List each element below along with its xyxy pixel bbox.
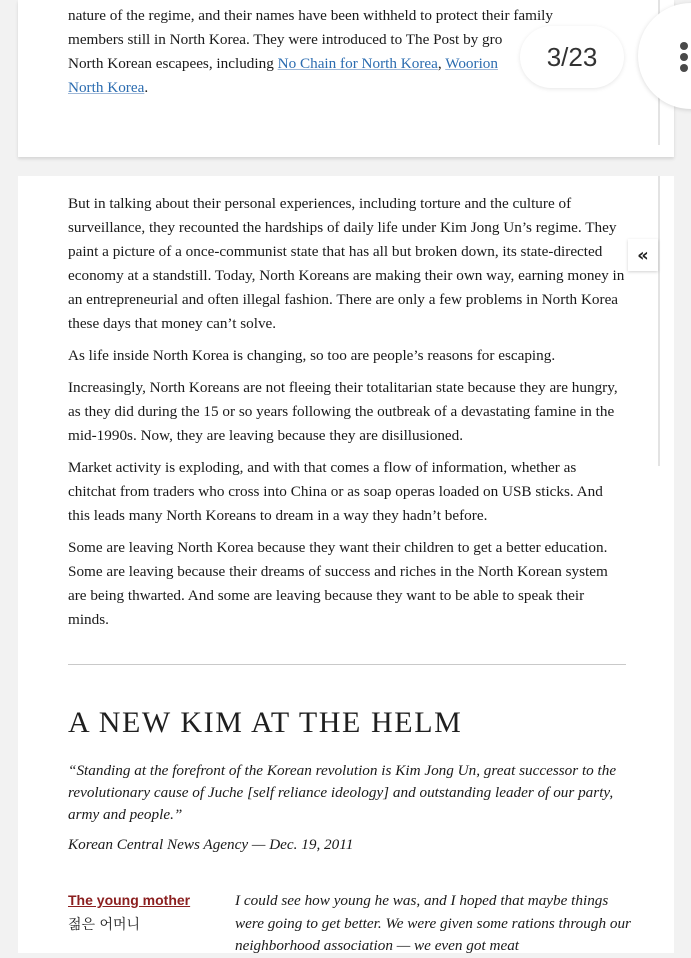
intro-paragraph: nature of the regime, and their names have been withheld to protect their family members still in North Korea. They were introduced to The Post by gro North Korean escapees, including No Chain for North Korea, Woorion North Korea. <box>68 7 553 96</box>
article-paragraph: Increasingly, North Koreans are not fleeing their totalitarian state because they are hungry, as they did during the 15 or so years following the outbreak of a devastating famine in the mid-1990s. Now, they are leaving because they are disillusioned. <box>68 379 618 444</box>
double-chevron-left-icon: « <box>637 244 649 266</box>
card-edge <box>658 176 660 466</box>
article-paragraph: But in talking about their personal experiences, including torture and the culture of surveillance, they recounted the hardships of daily life under Kim Jong Un’s regime. They paint a picture of a once-communist state that has all but broken down, its state-directed economy at a standstill. Today, North Koreans are making their own way, earning money in an entrepreneurial and often illegal fashion. There are only a few problems in North Korea these days that money can’t solve. <box>68 195 625 332</box>
section-divider <box>68 664 626 665</box>
quote-attribution: Korean Central News Agency — Dec. 19, 2011 <box>68 836 354 853</box>
article-paragraph: Market activity is exploding, and with that comes a flow of information, whether as chitchat from traders who cross into China or as soap operas loaded on USB sticks. And this leads many North Koreans to dream in a way they hadn’t before. <box>68 459 603 524</box>
article-paragraph: Some are leaving North Korea because they want their children to get a better education. Some are leaving because their dreams of success and riches in the North Korean system are being thwarted. And some are leaving because they want to be able to speak their minds. <box>68 539 608 628</box>
article-paragraph: As life inside North Korea is changing, so too are people’s reasons for escaping. <box>68 347 556 364</box>
link-no-chain[interactable]: No Chain for North Korea <box>277 55 438 72</box>
speaker-name-link[interactable]: The young mother <box>68 892 191 908</box>
page-counter: 3/23 <box>520 26 624 88</box>
link-woorion[interactable]: Woorion North Korea <box>68 55 498 96</box>
speaker-korean-label: 젊은 어머니 <box>68 917 141 933</box>
speaker-testimony: I could see how young he was, and I hoped that maybe things were going to get better. We were given some rations through our neighborhood association — we even got meat <box>235 892 631 954</box>
pull-quote: “Standing at the forefront of the Korean revolution is Kim Jong Un, great successor to the revolutionary cause of Juche [self reliance ideology] and outstanding leader of our party, army and people.” <box>68 762 617 823</box>
article-card-main <box>18 176 674 953</box>
collapse-panel-button[interactable] <box>628 239 658 271</box>
section-heading: A NEW KIM AT THE HELM <box>68 706 463 739</box>
